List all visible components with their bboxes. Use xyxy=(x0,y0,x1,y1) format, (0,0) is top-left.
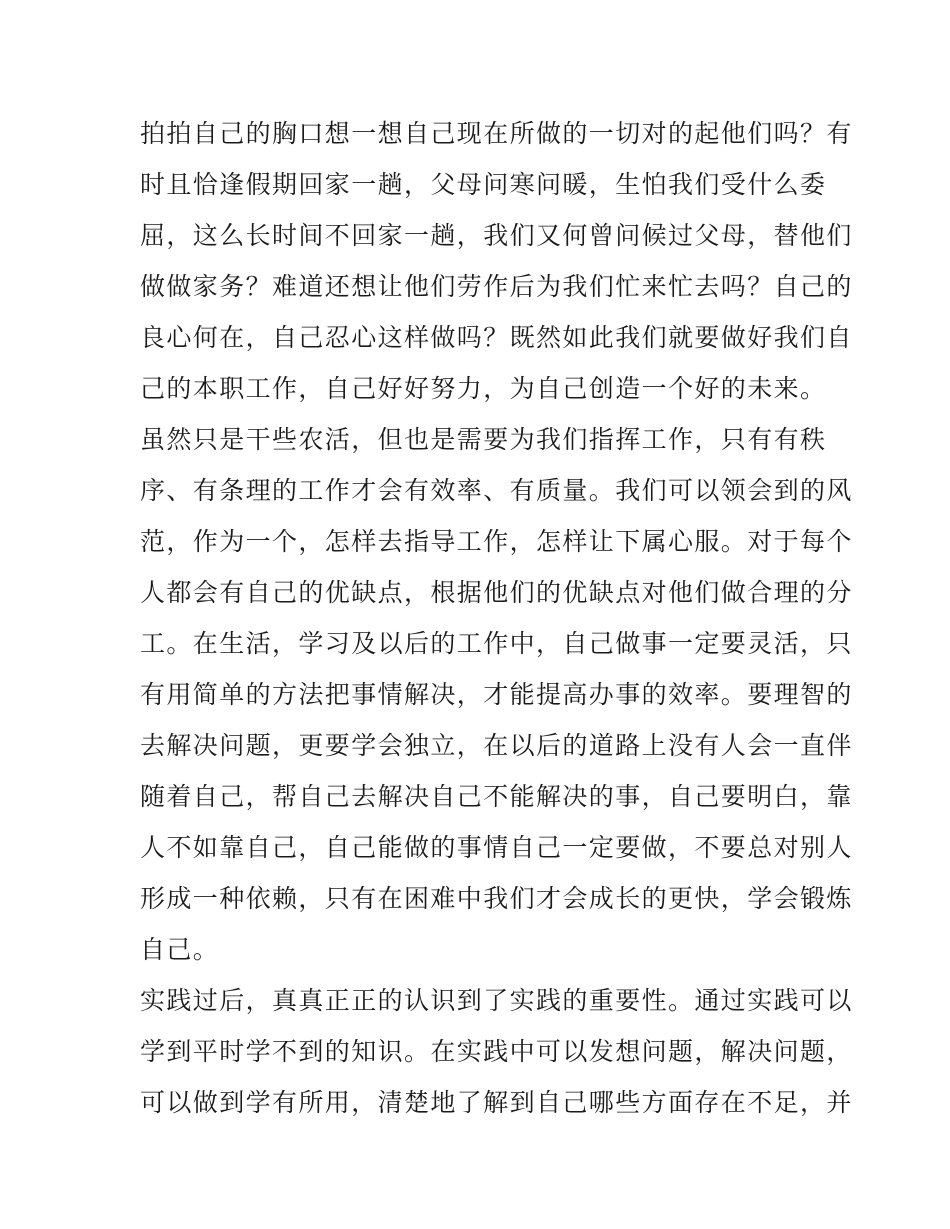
text-line: 时且恰逢假期回家一趟，父母问寒问暖，生怕我们受什么委 xyxy=(140,170,827,199)
text-line: 虽然只是干些农活，但也是需要为我们指挥工作，只有有秩 xyxy=(140,425,827,454)
text-line: 可以做到学有所用，清楚地了解到自己哪些方面存在不足，并 xyxy=(140,1088,853,1117)
text-line: 屈，这么长时间不回家一趟，我们又何曾问候过父母，替他们 xyxy=(140,221,853,250)
text-line: 去解决问题，更要学会独立，在以后的道路上没有人会一直伴 xyxy=(140,731,853,760)
text-line: 工。在生活，学习及以后的工作中，自己做事一定要灵活，只 xyxy=(140,629,853,658)
text-line: 人都会有自己的优缺点，根据他们的优缺点对他们做合理的分 xyxy=(140,578,853,607)
body-text xyxy=(140,108,853,1128)
text-line: 人不如靠自己，自己能做的事情自己一定要做，不要总对别人 xyxy=(140,833,853,862)
text-line: 自己。 xyxy=(140,935,220,964)
text-line: 学到平时学不到的知识。在实践中可以发想问题，解决问题， xyxy=(140,1037,853,1066)
text-line: 做做家务？难道还想让他们劳作后为我们忙来忙去吗？自己的 xyxy=(140,272,853,301)
text-line: 己的本职工作，自己好好努力，为自己创造一个好的未来。 xyxy=(140,374,827,403)
text-line: 随着自己，帮自己去解决自己不能解决的事，自己要明白，靠 xyxy=(140,782,853,811)
text-line: 范，作为一个，怎样去指导工作，怎样让下属心服。对于每个 xyxy=(140,527,853,556)
text-line: 形成一种依赖，只有在困难中我们才会成长的更快，学会锻炼 xyxy=(140,884,853,913)
text-line: 序、有条理的工作才会有效率、有质量。我们可以领会到的风 xyxy=(140,476,853,505)
text-line: 实践过后，真真正正的认识到了实践的重要性。通过实践可以 xyxy=(140,986,853,1015)
text-line: 拍拍自己的胸口想一想自己现在所做的一切对的起他们吗？有 xyxy=(140,119,853,148)
text-line: 良心何在，自己忍心这样做吗？既然如此我们就要做好我们自 xyxy=(140,323,853,352)
text-line: 有用简单的方法把事情解决，才能提高办事的效率。要理智的 xyxy=(140,680,853,709)
